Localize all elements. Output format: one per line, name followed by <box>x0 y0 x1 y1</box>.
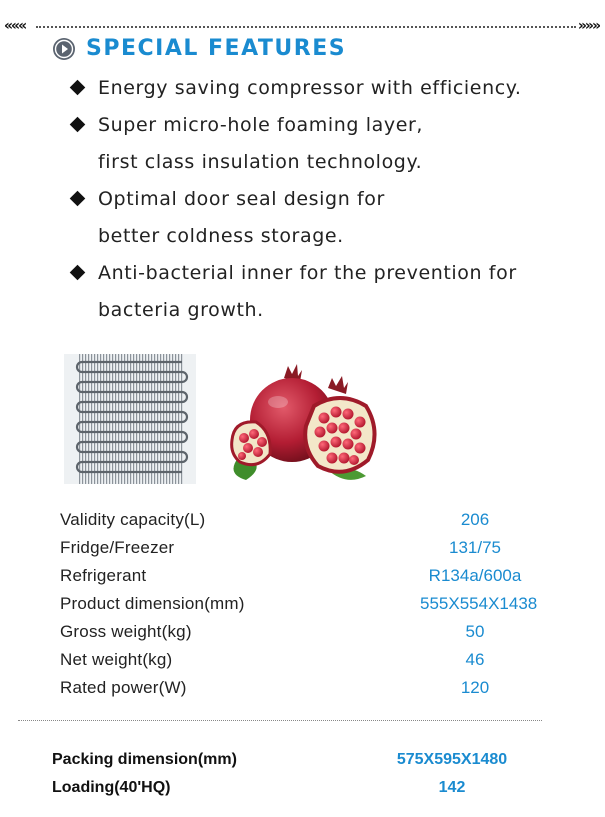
spec-label: Gross weight(kg) <box>60 622 192 641</box>
features-list <box>72 70 592 329</box>
packing-info <box>52 746 532 802</box>
packing-row <box>52 746 532 774</box>
diamond-bullet-icon <box>70 191 86 207</box>
packing-label: Packing dimension(mm) <box>52 751 237 768</box>
spec-row <box>60 618 530 646</box>
spec-row <box>60 590 538 618</box>
spec-value: 46 <box>465 650 485 669</box>
left-chevrons: ««« <box>4 18 26 34</box>
spec-label: Product dimension(mm) <box>60 594 245 613</box>
feature-line: better coldness storage. <box>98 225 344 247</box>
specs-table <box>60 506 538 702</box>
spec-value: 120 <box>460 678 490 697</box>
play-circle-icon <box>52 37 76 61</box>
top-dotted-line <box>36 26 576 28</box>
right-chevrons: »»» <box>577 18 599 34</box>
feature-line: first class insulation technology. <box>98 151 423 173</box>
spec-value: 555X554X1438 <box>420 594 538 613</box>
spec-value: 206 <box>460 510 490 529</box>
spec-row <box>60 646 530 674</box>
spec-row <box>60 534 530 562</box>
spec-label: Validity capacity(L) <box>60 510 206 529</box>
spec-row <box>60 506 530 534</box>
feature-line: bacteria growth. <box>98 299 264 321</box>
spec-label: Fridge/Freezer <box>60 538 175 557</box>
feature-item <box>72 70 592 107</box>
feature-line: Energy saving compressor with efficiency. <box>98 77 522 99</box>
section-title: SPECIAL FEATURES <box>86 36 347 61</box>
spec-value: R134a/600a <box>428 566 522 585</box>
spec-label: Refrigerant <box>60 566 147 585</box>
packing-row <box>52 774 532 802</box>
pomegranate-image <box>228 362 384 486</box>
diamond-bullet-icon <box>70 117 86 133</box>
feature-line: Anti-bacterial inner for the prevention for <box>98 262 517 284</box>
feature-line: Super micro-hole foaming layer, <box>98 114 424 136</box>
top-decor-strip <box>0 10 605 34</box>
packing-label: Loading(40'HQ) <box>52 779 171 796</box>
spec-value: 50 <box>465 622 485 641</box>
spec-label: Rated power(W) <box>60 678 187 697</box>
packing-value: 575X595X1480 <box>396 751 508 768</box>
packing-value: 142 <box>438 779 466 796</box>
feature-item <box>72 255 592 329</box>
diamond-bullet-icon <box>70 80 86 96</box>
feature-item <box>72 181 592 255</box>
spec-row <box>60 674 530 702</box>
section-header <box>52 36 346 61</box>
feature-item <box>72 107 592 181</box>
dotted-divider <box>18 720 542 721</box>
spec-row <box>60 562 530 590</box>
spec-value: 131/75 <box>449 538 501 557</box>
spec-label: Net weight(kg) <box>60 650 173 669</box>
diamond-bullet-icon <box>70 265 86 281</box>
condenser-coil-image <box>64 354 196 484</box>
feature-line: Optimal door seal design for <box>98 188 385 210</box>
